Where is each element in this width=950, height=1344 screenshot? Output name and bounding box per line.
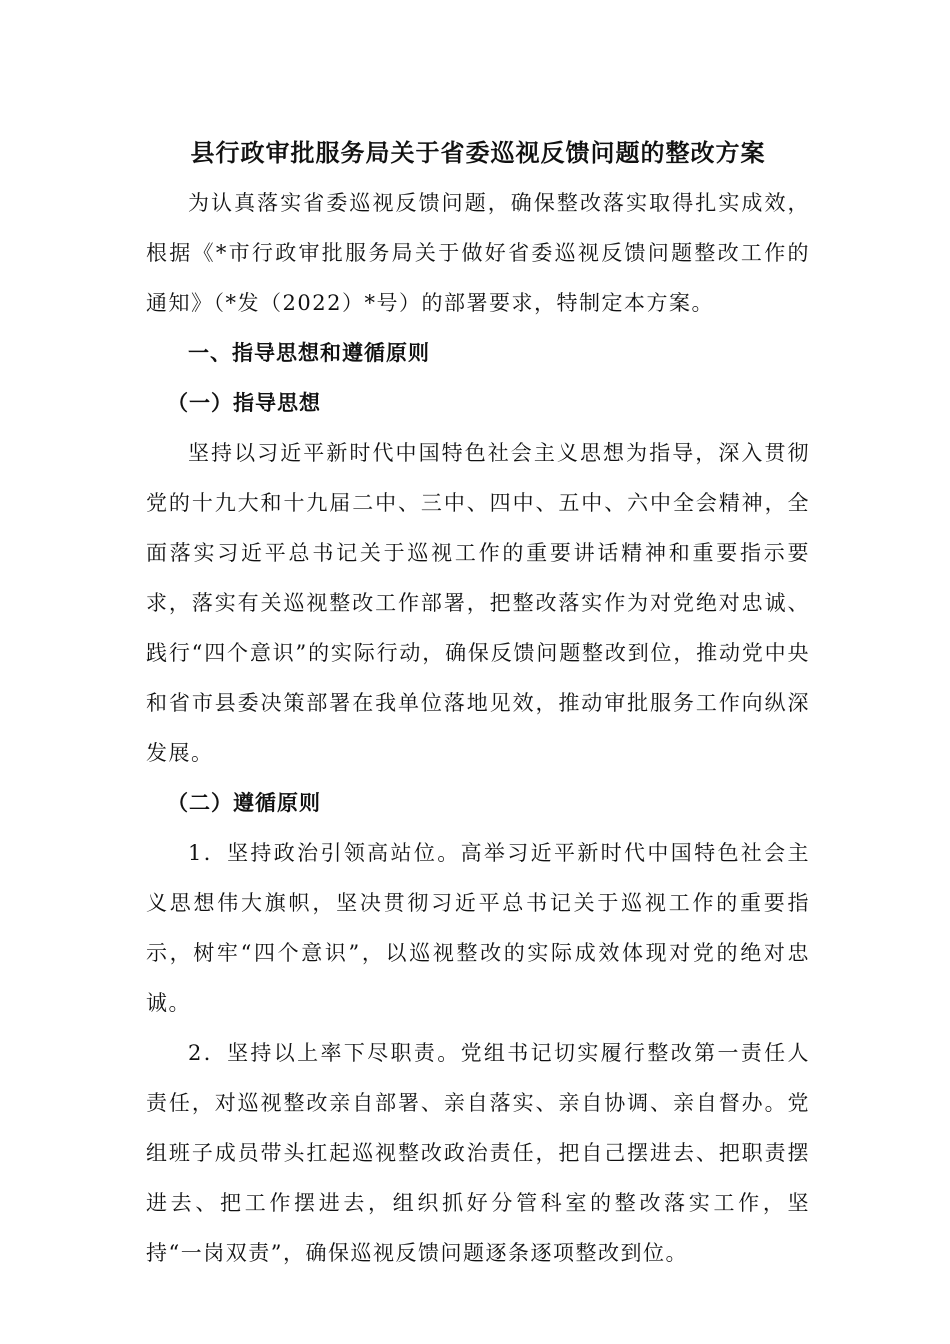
document-body (146, 128, 810, 1278)
subsection-heading-principles: （二）遵循原则 (167, 790, 321, 815)
principle-item-1: 1．坚持政治引领高站位。高举习近平新时代中国特色社会主义思想伟大旗帜，坚决贯彻习近平总书记关于巡视工作的重要指示，树牢“四个意识”，以巡视整改的实际成效体现对党的绝对忠诚。 (146, 841, 810, 1015)
section-heading-guiding-principles: 一、指导思想和遵循原则 (188, 340, 430, 365)
principle-item-2: 2．坚持以上率下尽职责。党组书记切实履行整改第一责任人责任，对巡视整改亲自部署、亲自落实、亲自协调、亲自督办。党组班子成员带头扛起巡视整改政治责任，把自己摆进去、把职责摆进去、把工作摆进去，组织抓好分管科室的整改落实工作，坚持“一岗双责”，确保巡视反馈问题逐条逐项整改到位。 (146, 1041, 810, 1265)
subsection-heading-guiding-thought: （一）指导思想 (167, 390, 321, 415)
document-title: 县行政审批服务局关于省委巡视反馈问题的整改方案 (190, 138, 766, 167)
guiding-thought-paragraph: 坚持以习近平新时代中国特色社会主义思想为指导，深入贯彻党的十九大和十九届二中、三中、四中、五中、六中全会精神，全面落实习近平总书记关于巡视工作的重要讲话精神和重要指示要求，落实有关巡视整改工作部署，把整改落实作为对党绝对忠诚、践行“四个意识”的实际行动，确保反馈问题整改到位，推动党中央和省市县委决策部署在我单位落地见效，推动审批服务工作向纵深发展。 (146, 441, 810, 765)
intro-paragraph: 为认真落实省委巡视反馈问题，确保整改落实取得扎实成效，根据《*市行政审批服务局关于做好省委巡视反馈问题整改工作的通知》（*发（2022）*号）的部署要求，特制定本方案。 (146, 191, 810, 315)
